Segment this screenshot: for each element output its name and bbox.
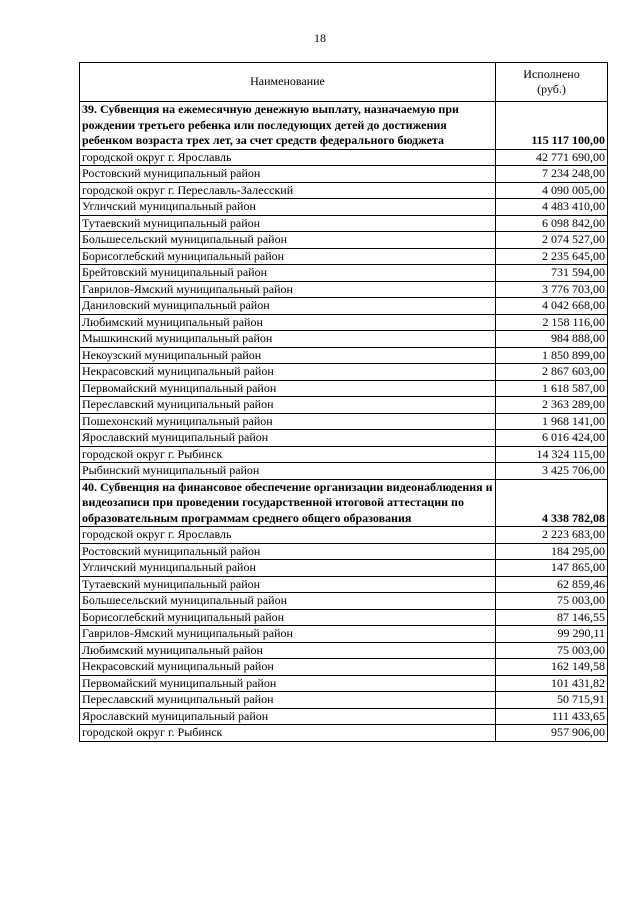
table-row [80,708,608,725]
row-amount: 2 867 603,00 [496,364,608,381]
row-amount: 162 149,58 [496,659,608,676]
column-header-amount [496,63,608,102]
table-row [80,659,608,676]
table-row [80,463,608,480]
row-amount: 3 776 703,00 [496,281,608,298]
row-name: Некоузский муниципальный район [80,347,496,364]
row-amount: 50 715,91 [496,692,608,709]
row-amount: 6 098 842,00 [496,215,608,232]
row-name: Первомайский муниципальный район [80,675,496,692]
column-header-amount-unit: (руб.) [537,82,566,96]
table-row [80,380,608,397]
table-row [80,265,608,282]
row-amount: 2 074 527,00 [496,232,608,249]
row-name: Тутаевский муниципальный район [80,576,496,593]
section-title: 40. Субвенция на финансовое обеспечение организации видеонаблюдения и видеозаписи при проведении государственной итоговой аттестации по образовательным программам среднего общего образования [80,479,496,527]
row-amount: 1 850 899,00 [496,347,608,364]
column-header-amount-label: Исполнено [523,66,580,81]
table-row [80,675,608,692]
table-row [80,413,608,430]
table-row [80,642,608,659]
section-row [80,479,608,527]
table-row [80,298,608,315]
row-name: Угличский муниципальный район [80,560,496,577]
table-body [80,102,608,742]
table-row [80,215,608,232]
table-row [80,331,608,348]
row-amount: 3 425 706,00 [496,463,608,480]
section-total: 4 338 782,08 [496,479,608,527]
row-amount: 4 483 410,00 [496,199,608,216]
section-row [80,102,608,150]
row-name: Большесельский муниципальный район [80,593,496,610]
table-row [80,576,608,593]
row-name: Мышкинский муниципальный район [80,331,496,348]
row-amount: 1 618 587,00 [496,380,608,397]
section-title: 39. Субвенция на ежемесячную денежную выплату, назначаемую при рождении третьего ребенка или последующих детей до достижения ребенком возраста трех лет, за счет средств федерального бюджета [80,102,496,150]
row-amount: 984 888,00 [496,331,608,348]
table-row [80,692,608,709]
table-row [80,248,608,265]
row-amount: 101 431,82 [496,675,608,692]
row-amount: 42 771 690,00 [496,149,608,166]
row-amount: 2 235 645,00 [496,248,608,265]
row-name: городской округ г. Рыбинск [80,725,496,742]
row-name: Переславский муниципальный район [80,692,496,709]
row-amount: 7 234 248,00 [496,166,608,183]
row-name: Переславский муниципальный район [80,397,496,414]
row-name: Борисоглебский муниципальный район [80,248,496,265]
table-row [80,397,608,414]
table-row [80,199,608,216]
row-amount: 87 146,55 [496,609,608,626]
row-amount: 184 295,00 [496,543,608,560]
row-amount: 731 594,00 [496,265,608,282]
table-row [80,446,608,463]
row-name: Ярославский муниципальный район [80,708,496,725]
row-amount: 62 859,46 [496,576,608,593]
row-name: городской округ г. Переславль-Залесский [80,182,496,199]
row-name: Большесельский муниципальный район [80,232,496,249]
row-name: Даниловский муниципальный район [80,298,496,315]
table-row [80,166,608,183]
table-row [80,527,608,544]
row-amount: 2 223 683,00 [496,527,608,544]
row-amount: 14 324 115,00 [496,446,608,463]
row-amount: 1 968 141,00 [496,413,608,430]
row-amount: 75 003,00 [496,593,608,610]
table-row [80,149,608,166]
page-number: 18 [314,31,326,45]
table-row [80,281,608,298]
table-row [80,182,608,199]
table-row [80,232,608,249]
row-amount: 2 363 289,00 [496,397,608,414]
row-name: Угличский муниципальный район [80,199,496,216]
row-name: Борисоглебский муниципальный район [80,609,496,626]
row-name: городской округ г. Ярославль [80,149,496,166]
row-name: Гаврилов-Ямский муниципальный район [80,626,496,643]
row-name: Ростовский муниципальный район [80,543,496,560]
table-row [80,560,608,577]
row-amount: 111 433,65 [496,708,608,725]
row-amount: 75 003,00 [496,642,608,659]
table-row [80,593,608,610]
row-name: Ярославский муниципальный район [80,430,496,447]
row-name: Пошехонский муниципальный район [80,413,496,430]
row-name: Брейтовский муниципальный район [80,265,496,282]
row-name: Гаврилов-Ямский муниципальный район [80,281,496,298]
row-name: Любимский муниципальный район [80,314,496,331]
row-name: Ростовский муниципальный район [80,166,496,183]
table-row [80,609,608,626]
row-amount: 2 158 116,00 [496,314,608,331]
table-row [80,725,608,742]
section-total: 115 117 100,00 [496,102,608,150]
row-amount: 957 906,00 [496,725,608,742]
row-name: Рыбинский муниципальный район [80,463,496,480]
row-amount: 4 042 668,00 [496,298,608,315]
row-name: городской округ г. Ярославль [80,527,496,544]
row-name: Первомайский муниципальный район [80,380,496,397]
column-header-name: Наименование [80,63,496,102]
row-name: городской округ г. Рыбинск [80,446,496,463]
row-name: Любимский муниципальный район [80,642,496,659]
row-amount: 147 865,00 [496,560,608,577]
row-name: Некрасовский муниципальный район [80,659,496,676]
row-name: Некрасовский муниципальный район [80,364,496,381]
table-header-row [80,63,608,102]
table-row [80,543,608,560]
row-amount: 99 290,11 [496,626,608,643]
table-row [80,347,608,364]
row-amount: 6 016 424,00 [496,430,608,447]
table-row [80,314,608,331]
table-row [80,626,608,643]
budget-table [79,62,608,742]
table-row [80,364,608,381]
row-amount: 4 090 005,00 [496,182,608,199]
table-row [80,430,608,447]
row-name: Тутаевский муниципальный район [80,215,496,232]
